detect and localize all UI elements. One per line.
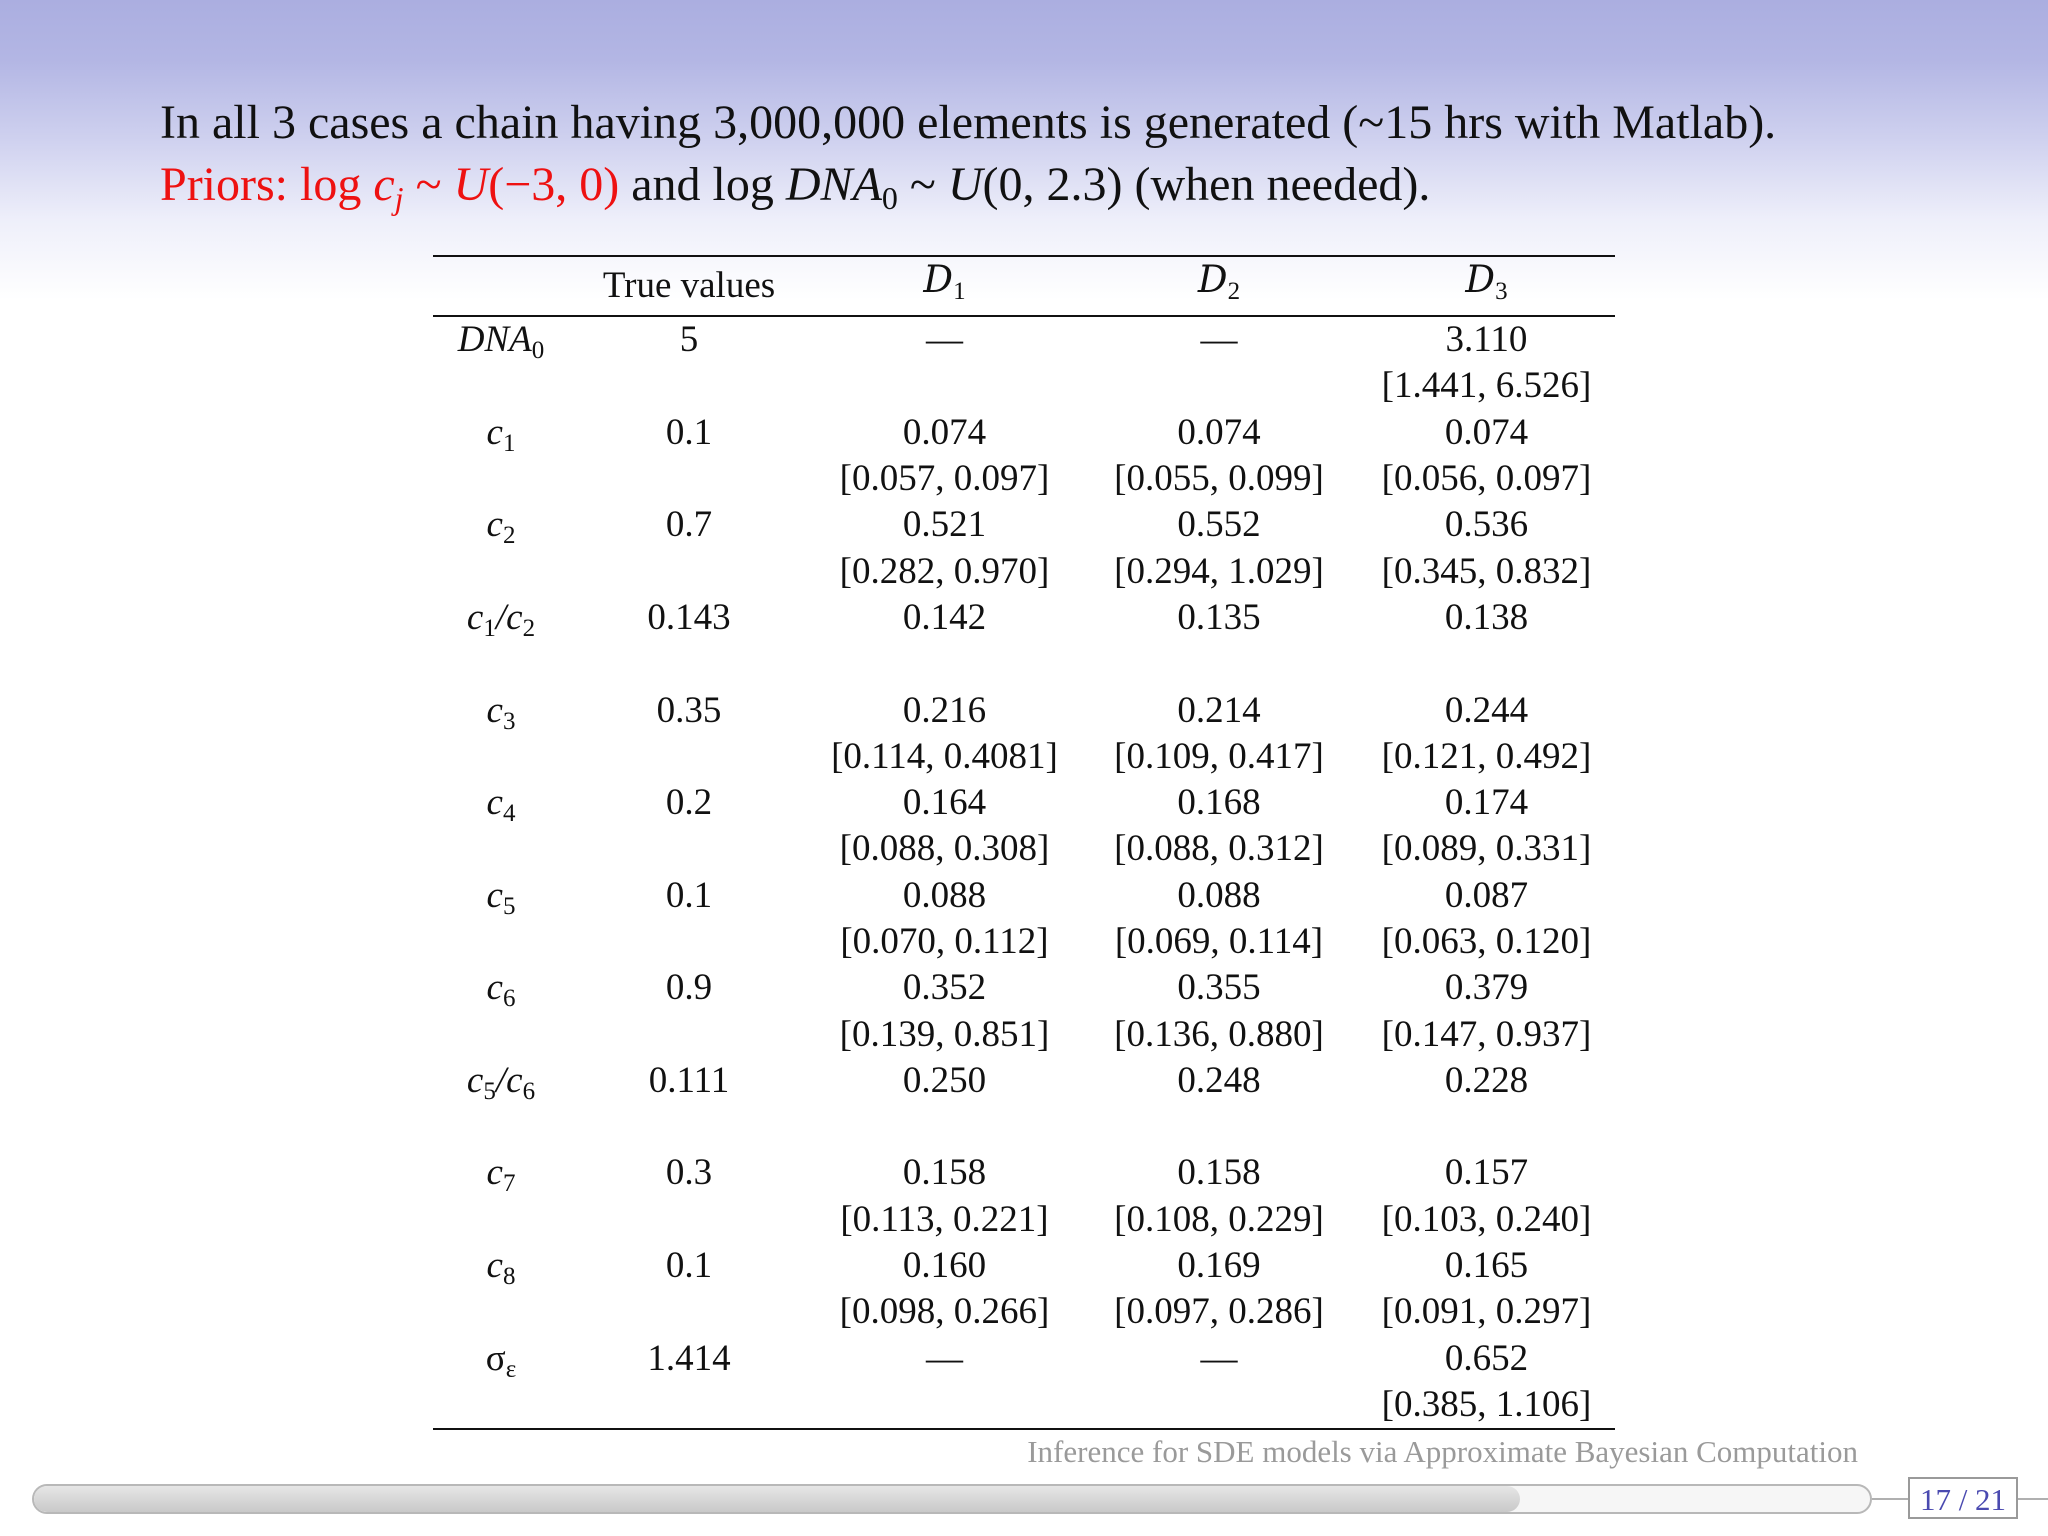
table-row (433, 919, 1615, 965)
cell-d2: [0.055, 0.099] (1114, 458, 1324, 500)
priors-range-1: (−3, 0) (488, 158, 620, 211)
cell-param (433, 641, 569, 687)
table-row (433, 410, 1615, 456)
table-row (433, 1011, 1615, 1057)
table-row (433, 363, 1615, 409)
cell-d3: 3.110 (1445, 319, 1528, 361)
cell-d2: 0.135 (1177, 596, 1261, 638)
cell-true: 0.143 (647, 596, 731, 638)
cell-d1: — (926, 319, 963, 361)
table-row (433, 1197, 1615, 1243)
cell-d1: 0.088 (902, 874, 987, 916)
cell-param (433, 363, 569, 409)
table-row (433, 595, 1615, 641)
intro-text (160, 92, 1776, 216)
header-d3: D3 (1465, 258, 1508, 305)
priors-dna-sub: 0 (881, 180, 898, 216)
table-row (433, 1382, 1615, 1429)
cell-d1: [0.282, 0.970] (839, 550, 1050, 592)
cell-d1: 0.158 (902, 1152, 987, 1194)
priors-sim-1: ~ (403, 158, 454, 211)
cell-true (569, 456, 809, 502)
cell-d3 (1358, 1104, 1615, 1150)
cell-d2: [0.097, 0.286] (1114, 1291, 1324, 1333)
table-row (433, 1336, 1615, 1382)
priors-dna: DNA (785, 158, 882, 211)
cell-param (433, 456, 569, 502)
cell-param: $c_6$ (486, 967, 516, 1013)
priors-sim-2: ~ (897, 158, 948, 211)
cell-d2 (1080, 1382, 1358, 1429)
cell-true (569, 1104, 809, 1150)
cell-d3: [0.091, 0.297] (1381, 1291, 1592, 1333)
cell-d2 (1080, 641, 1358, 687)
cell-param (433, 1197, 569, 1243)
cell-d1: 0.250 (902, 1059, 987, 1101)
table-row (433, 1150, 1615, 1196)
cell-d3: 0.157 (1444, 1152, 1529, 1194)
cell-d3: 0.244 (1444, 689, 1529, 731)
cell-d3: [0.089, 0.331] (1381, 828, 1592, 870)
table-row (433, 734, 1615, 780)
priors-U-1: U (453, 158, 489, 211)
cell-param (433, 1104, 569, 1150)
cell-d1 (809, 1104, 1080, 1150)
cell-true: 0.7 (665, 504, 713, 546)
cell-d2: 0.248 (1177, 1059, 1261, 1101)
cell-d1 (809, 641, 1080, 687)
cell-d3: [0.147, 0.937] (1381, 1013, 1592, 1055)
progress-bar[interactable] (32, 1484, 1872, 1514)
cell-true: 0.1 (665, 411, 713, 453)
cell-true: 1.414 (647, 1337, 731, 1379)
cell-d3: [0.103, 0.240] (1381, 1198, 1592, 1240)
priors-range-2: (0, 2.3) (982, 158, 1123, 211)
priors-c: c (373, 158, 395, 211)
cell-d2 (1080, 1104, 1358, 1150)
cell-d2 (1080, 363, 1358, 409)
intro-line-1: In all 3 cases a chain having 3,000,000 elements is generated (~15 hrs with Matlab). (160, 96, 1777, 149)
table-row (433, 456, 1615, 502)
cell-d3: [0.121, 0.492] (1381, 735, 1592, 777)
footer-title: Inference for SDE models via Approximate Bayesian Computation (1027, 1434, 1858, 1469)
cell-d3: [1.441, 6.526] (1381, 365, 1592, 407)
cell-param: $DNA_0$ (457, 319, 545, 365)
cell-d2: 0.552 (1177, 504, 1261, 546)
cell-d3: 0.536 (1444, 504, 1529, 546)
table-row (433, 1058, 1615, 1104)
progress-fill (34, 1486, 1520, 1512)
priors-and-log: and log (619, 158, 786, 211)
priors-line (160, 154, 1776, 216)
cell-d1: 0.164 (902, 782, 987, 824)
cell-param (433, 734, 569, 780)
cell-true (569, 548, 809, 594)
table-row (433, 1243, 1615, 1289)
cell-d2: 0.074 (1177, 411, 1261, 453)
results-table (433, 255, 1615, 1430)
cell-d1 (809, 363, 1080, 409)
cell-d1: 0.074 (902, 411, 987, 453)
cell-d2: — (1200, 319, 1238, 361)
table-row (433, 548, 1615, 594)
cell-d3 (1358, 641, 1615, 687)
cell-true (569, 826, 809, 872)
cell-param (433, 548, 569, 594)
cell-true: 0.2 (665, 782, 713, 824)
cell-d3: 0.174 (1444, 782, 1529, 824)
priors-c-sub: j (394, 180, 404, 216)
cell-d1: 0.521 (902, 504, 987, 546)
table-row (433, 873, 1615, 919)
cell-d1: [0.098, 0.266] (839, 1291, 1050, 1333)
table-row (433, 1104, 1615, 1150)
cell-d2: [0.136, 0.880] (1114, 1013, 1324, 1055)
cell-true: 0.35 (656, 689, 722, 731)
cell-d2: — (1200, 1337, 1238, 1379)
cell-d1: 0.160 (902, 1245, 987, 1287)
cell-d2: 0.169 (1177, 1245, 1261, 1287)
cell-d2: 0.158 (1177, 1152, 1261, 1194)
cell-true (569, 363, 809, 409)
header-true-values: True values (602, 265, 776, 306)
cell-d2: 0.214 (1177, 689, 1261, 731)
table-header-row (433, 256, 1615, 316)
header-d2: D2 (1197, 258, 1241, 305)
cell-param (433, 1289, 569, 1335)
cell-d2: [0.069, 0.114] (1114, 921, 1324, 962)
cell-param: $c_5/c_6$ (466, 1059, 536, 1105)
cell-true (569, 641, 809, 687)
cell-true (569, 1011, 809, 1057)
table-row (433, 780, 1615, 826)
page-number[interactable]: 17 / 21 (1908, 1477, 2018, 1519)
cell-d2: [0.294, 1.029] (1114, 550, 1324, 592)
cell-d1: 0.142 (902, 596, 987, 638)
cell-param: $c_2$ (486, 504, 516, 550)
cell-param: $c_1/c_2$ (466, 596, 536, 642)
cell-true: 0.1 (665, 874, 713, 916)
priors-U-2: U (947, 158, 983, 211)
priors-label: Priors: (160, 158, 301, 211)
cell-param: $c_8$ (486, 1245, 516, 1291)
cell-d3: 0.652 (1444, 1337, 1529, 1379)
cell-d3: 0.228 (1444, 1059, 1529, 1101)
cell-d2: [0.109, 0.417] (1114, 735, 1324, 777)
cell-true: 0.9 (665, 967, 713, 1009)
cell-true: 5 (679, 319, 699, 361)
cell-d1: [0.139, 0.851] (839, 1013, 1050, 1055)
cell-d1: 0.352 (902, 967, 987, 1009)
cell-true (569, 919, 809, 965)
cell-d3: [0.385, 1.106] (1381, 1383, 1592, 1425)
cell-d3: [0.056, 0.097] (1381, 458, 1592, 500)
cell-d2: [0.108, 0.229] (1114, 1198, 1324, 1240)
cell-param: $c_5$ (486, 874, 516, 920)
cell-d1: [0.070, 0.112] (840, 921, 1049, 962)
cell-d3: 0.074 (1444, 411, 1529, 453)
cell-param (433, 1011, 569, 1057)
cell-param: $c_7$ (486, 1152, 516, 1198)
cell-d3: [0.345, 0.832] (1381, 550, 1592, 592)
cell-d1: 0.216 (902, 689, 987, 731)
cell-param: $c_3$ (486, 689, 516, 735)
cell-d3: [0.063, 0.120] (1381, 921, 1592, 962)
cell-true (569, 734, 809, 780)
cell-param (433, 1382, 569, 1429)
cell-true: 0.1 (665, 1245, 713, 1287)
cell-param: $\sigma_\varepsilon$ (485, 1337, 517, 1383)
cell-d1: [0.113, 0.221] (840, 1198, 1049, 1240)
cell-d2: 0.168 (1177, 782, 1261, 824)
cell-true: 0.3 (665, 1152, 713, 1194)
cell-d1 (809, 1382, 1080, 1429)
cell-d2: 0.355 (1177, 967, 1261, 1009)
cell-d2: 0.088 (1177, 874, 1261, 916)
table-row (433, 641, 1615, 687)
cell-d3: 0.087 (1444, 874, 1529, 916)
cell-param: $c_1$ (486, 411, 516, 457)
priors-when-needed: (when needed). (1122, 158, 1431, 211)
cell-param: $c_4$ (486, 782, 516, 828)
cell-true (569, 1289, 809, 1335)
cell-d1: [0.114, 0.4081] (831, 735, 1058, 777)
cell-d1: [0.057, 0.097] (839, 458, 1050, 500)
cell-d1: [0.088, 0.308] (839, 828, 1050, 870)
header-d1: D1 (923, 258, 966, 305)
cell-true (569, 1197, 809, 1243)
table-row (433, 687, 1615, 733)
cell-param (433, 826, 569, 872)
table-row (433, 502, 1615, 548)
header-param (433, 256, 569, 316)
table-row (433, 826, 1615, 872)
cell-d3: 0.379 (1444, 967, 1529, 1009)
cell-true: 0.111 (648, 1059, 730, 1101)
cell-d2: [0.088, 0.312] (1114, 828, 1324, 870)
table-row (433, 1289, 1615, 1335)
cell-d3: 0.138 (1444, 596, 1529, 638)
table-row (433, 965, 1615, 1011)
cell-param (433, 919, 569, 965)
priors-log: log (300, 158, 374, 211)
cell-d3: 0.165 (1444, 1245, 1529, 1287)
table-row (433, 316, 1615, 363)
cell-d1: — (926, 1337, 963, 1379)
cell-true (569, 1382, 809, 1429)
